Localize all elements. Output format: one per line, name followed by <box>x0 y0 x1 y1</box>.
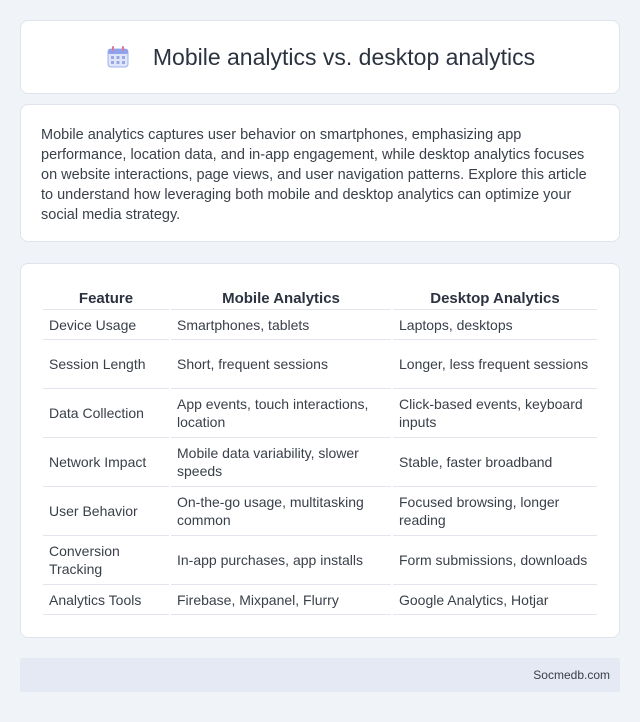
table-cell: Google Analytics, Hotjar <box>393 585 597 615</box>
table-cell: In-app purchases, app installs <box>171 536 391 585</box>
column-header: Desktop Analytics <box>393 284 597 310</box>
table-cell: Mobile data variability, slower speeds <box>171 438 391 487</box>
table-cell: Session Length <box>43 340 169 389</box>
table-cell: Laptops, desktops <box>393 310 597 340</box>
table-header-row <box>43 284 597 310</box>
table-cell: Firebase, Mixpanel, Flurry <box>171 585 391 615</box>
table-cell: User Behavior <box>43 487 169 536</box>
page-title: Mobile analytics vs. desktop analytics <box>152 43 536 70</box>
comparison-table-card <box>20 263 620 638</box>
table-row <box>43 389 597 438</box>
table-cell: On-the-go usage, multitasking common <box>171 487 391 536</box>
footer-bar <box>20 658 620 692</box>
table-cell: Short, frequent sessions <box>171 340 391 389</box>
table-cell: App events, touch interactions, location <box>171 389 391 438</box>
column-header: Feature <box>43 284 169 310</box>
table-row <box>43 438 597 487</box>
table-cell: Focused browsing, longer reading <box>393 487 597 536</box>
table-cell: Device Usage <box>43 310 169 340</box>
title-card <box>20 20 620 94</box>
table-cell: Analytics Tools <box>43 585 169 615</box>
table-cell: Data Collection <box>43 389 169 438</box>
table-row <box>43 585 597 615</box>
table-cell: Network Impact <box>43 438 169 487</box>
intro-text: Mobile analytics captures user behavior on smartphones, emphasizing app performance, location data, and in-app engagement, while desktop analytics focuses on website interactions, page views, and user navigation patterns. Explore this article to understand how leveraging both mobile and desktop analytics can optimize your social media strategy. <box>41 127 587 223</box>
source-label: Socmedb.com <box>533 668 610 682</box>
table-cell: Click-based events, keyboard inputs <box>393 389 597 438</box>
table-row <box>43 340 597 389</box>
table-cell: Smartphones, tablets <box>171 310 391 340</box>
table-cell: Stable, faster broadband <box>393 438 597 487</box>
table-cell: Form submissions, downloads <box>393 536 597 585</box>
intro-card <box>20 104 620 242</box>
table-cell: Longer, less frequent sessions <box>393 340 597 389</box>
comparison-table <box>41 284 599 615</box>
column-header: Mobile Analytics <box>171 284 391 310</box>
table-row <box>43 536 597 585</box>
table-row <box>43 310 597 340</box>
table-cell: Conversion Tracking <box>43 536 169 585</box>
calendar-icon <box>105 44 131 70</box>
table-row <box>43 487 597 536</box>
